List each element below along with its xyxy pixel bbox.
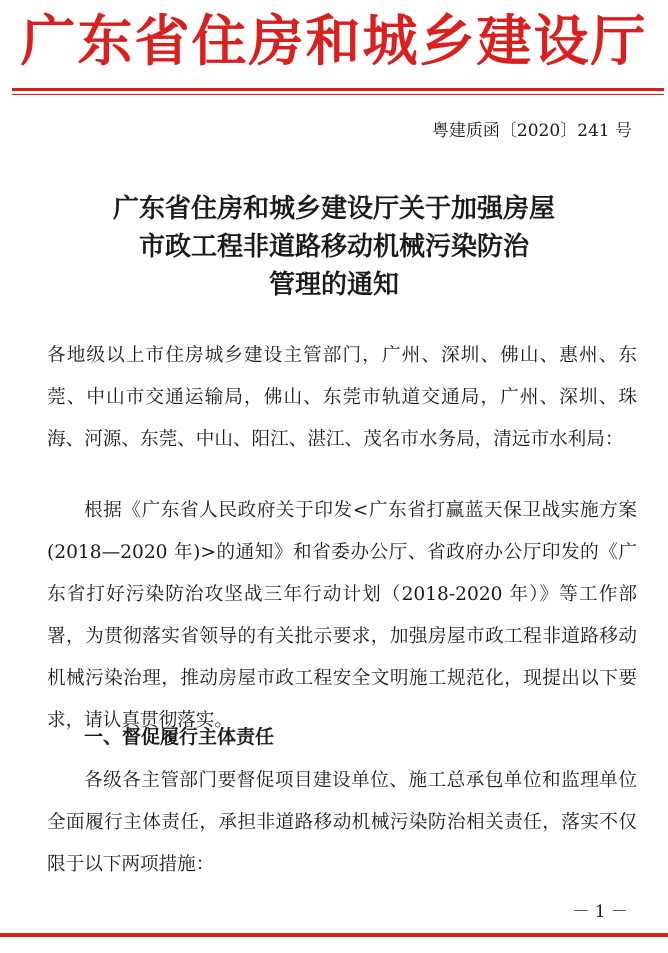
document-number: 粤建质函〔2020〕241 号 <box>431 121 632 141</box>
body-paragraph-1: 根据《广东省人民政府关于印发<广东省打赢蓝天保卫战实施方案(2018—2020 年)>的通知》和省委办公厅、省政府办公厅印发的《广东省打好污染防治攻坚战三年行动计划（2018-2020 年）》等工作部署，为贯彻落实省领导的有关批示要求，加强房屋市政工程非道路移动机械污染治理，推动房屋市政工程安全文明施工规范化，现提出以下要求，请认真贯彻落实。 <box>47 500 637 731</box>
section-heading-1: 一、督促履行主体责任 <box>84 726 275 748</box>
page-number: － 1 － <box>572 902 628 922</box>
letterhead-red-rule <box>12 88 664 91</box>
letterhead-red-rule-thin <box>12 94 664 95</box>
document-title-line-1: 广东省住房和城乡建设厅关于加强房屋 <box>112 194 555 224</box>
document-title <box>0 190 668 304</box>
addressees: 各地级以上市住房城乡建设主管部门，广州、深圳、佛山、惠州、东莞、中山市交通运输局，佛山、东莞市轨道交通局，广州、深圳、珠海、河源、东莞、中山、阳江、湛江、茂名市水务局，清远市水利局： <box>47 345 637 450</box>
letterhead-agency-name: 广东省住房和城乡建设厅 <box>20 9 648 73</box>
footer-red-rule <box>0 933 668 937</box>
document-title-line-2: 市政工程非道路移动机械污染防治 <box>138 232 529 262</box>
body-paragraph-2: 各级各主管部门要督促项目建设单位、施工总承包单位和监理单位全面履行主体责任，承担非道路移动机械污染防治相关责任，落实不仅限于以下两项措施： <box>47 770 637 875</box>
document-title-line-3: 管理的通知 <box>268 270 399 300</box>
